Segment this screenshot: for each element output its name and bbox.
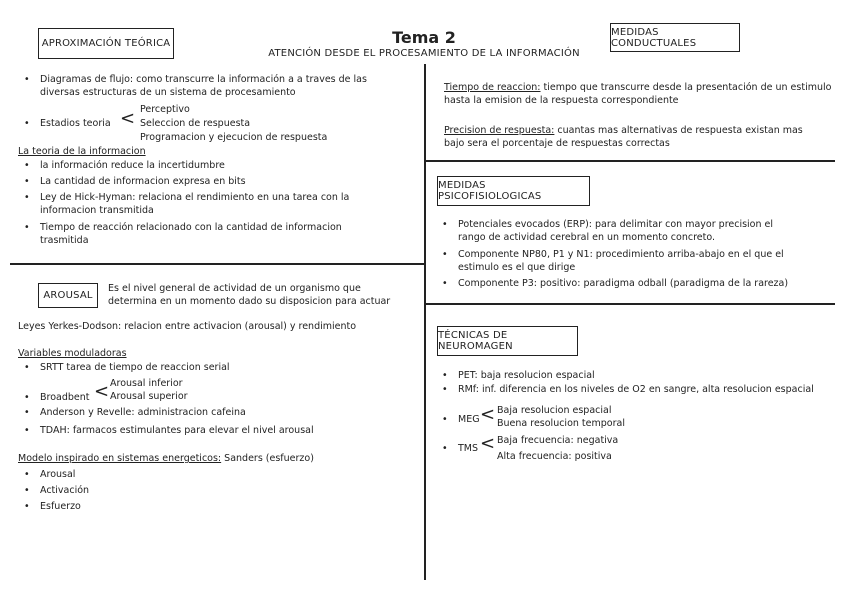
meg-1: Baja resolucion espacial xyxy=(497,405,612,416)
variables-heading: Variables moduladoras xyxy=(18,348,127,359)
right-divider-top xyxy=(425,160,835,162)
page-title: Tema 2 xyxy=(392,28,456,47)
list-item: • Esfuerzo xyxy=(40,500,81,513)
estadio-2: Seleccion de respuesta xyxy=(140,118,251,129)
page-subtitle: ATENCIÓN DESDE EL PROCESAMIENTO DE LA INFORMACIÓN xyxy=(268,48,580,59)
arousal-definition: Es el nivel general de actividad de un organismo que determina en un momento dado su disposicion para actuar xyxy=(108,283,391,307)
meg-item: • MEG xyxy=(458,413,480,426)
list-item: • RMf: inf. diferencia en los niveles de O2 en sangre, alta resolucion espacial xyxy=(458,383,814,396)
modelo-line: Modelo inspirado en sistemas energeticos: Sanders (esfuerzo) xyxy=(18,453,314,464)
list-item: • SRTT tarea de tiempo de reaccion serial xyxy=(40,361,230,374)
conductuales-box: MEDIDAS CONDUCTUALES xyxy=(610,23,740,52)
list-item: • la información reduce la incertidumbre xyxy=(40,159,225,172)
psicofisiologicas-box: MEDIDAS PSICOFISIOLOGICAS xyxy=(437,176,590,206)
list-item: • Anderson y Revelle: administracion cafeina xyxy=(40,406,246,419)
broadbent-1: Arousal inferior xyxy=(110,378,183,389)
list-item: • Activación xyxy=(40,484,89,497)
list-item: • Diagramas de flujo: como transcurre la información a a traves de las diversas estructuras de un sistema de procesamiento xyxy=(40,73,367,99)
yerkes-dodson: Leyes Yerkes-Dodson: relacion entre activacion (arousal) y rendimiento xyxy=(18,321,357,332)
list-item: • TDAH: farmacos estimulantes para elevar el nivel arousal xyxy=(40,424,314,437)
estadios-item: • Estadios teoria xyxy=(40,117,111,130)
broadbent-2: Arousal superior xyxy=(110,391,188,402)
list-item: • La cantidad de informacion expresa en bits xyxy=(40,175,246,188)
neuroimagen-box: TÉCNICAS DE NEUROMAGEN xyxy=(437,326,578,356)
brace-icon: < xyxy=(480,433,496,454)
brace-icon: < xyxy=(94,381,110,402)
precision-respuesta: Precision de respuesta: cuantas mas alternativas de respuesta existan mas bajo sera el porcentaje de respuestas correctas xyxy=(444,125,803,149)
tms-1: Baja frecuencia: negativa xyxy=(497,435,619,446)
right-divider-middle xyxy=(425,303,835,305)
meg-2: Buena resolucion temporal xyxy=(497,418,625,429)
arousal-box: AROUSAL xyxy=(38,283,98,308)
estadio-3: Programacion y ejecucion de respuesta xyxy=(140,132,328,143)
tms-2: Alta frecuencia: positiva xyxy=(497,451,612,462)
hick-item: • Ley de Hick-Hyman: relaciona el rendimiento en una tarea con la informacion transmitida xyxy=(40,191,349,217)
left-horizontal-divider xyxy=(10,263,424,265)
tiempo-reaccion: Tiempo de reaccion: tiempo que transcurre desde la presentación de un estimulo hasta la emision de la respuesta correspondiente xyxy=(444,82,832,106)
list-item: • Arousal xyxy=(40,468,75,481)
list-item: • PET: baja resolucion espacial xyxy=(458,369,595,382)
teoria-heading: La teoria de la informacion xyxy=(18,146,146,157)
broadbent-item: • Broadbent xyxy=(40,391,90,404)
list-item: • Componente NP80, P1 y N1: procedimiento arriba-abajo en el que el estimulo es el que dirige xyxy=(458,248,784,274)
estadio-1: Perceptivo xyxy=(140,104,190,115)
list-item: • Potenciales evocados (ERP): para delimitar con mayor precision el rango de actividad cerebral en un momento concreto. xyxy=(458,218,773,244)
brace-icon: < xyxy=(480,404,496,425)
aproximacion-box: APROXIMACIÓN TEÓRICA xyxy=(38,28,174,59)
tiempo-item: • Tiempo de reacción relacionado con la cantidad de informacion trasmitida xyxy=(40,221,342,247)
list-item: • Componente P3: positivo: paradigma odball (paradigma de la rareza) xyxy=(458,277,788,290)
vertical-divider xyxy=(424,64,426,580)
tms-item: • TMS xyxy=(458,442,478,455)
brace-icon: < xyxy=(120,108,136,129)
